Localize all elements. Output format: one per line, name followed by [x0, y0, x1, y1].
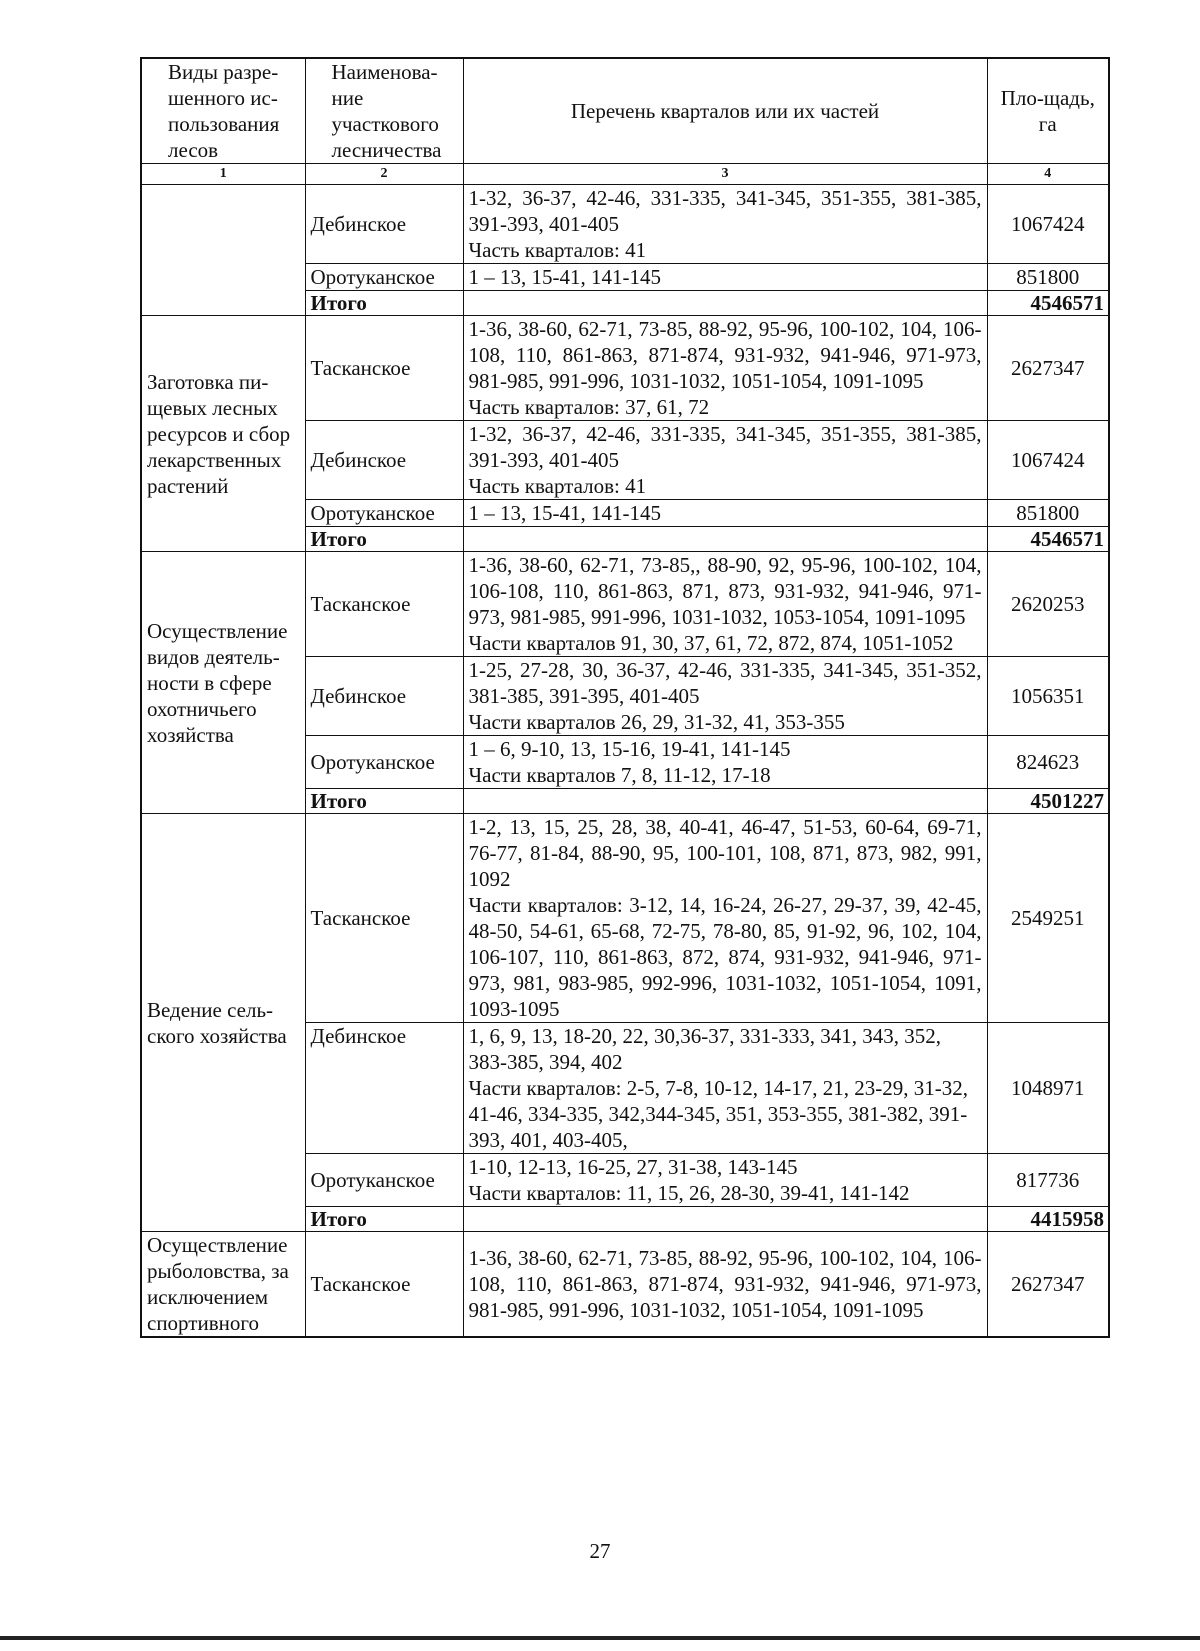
quarters-list: [463, 1023, 987, 1154]
total-label: Итого: [305, 789, 463, 814]
forestry-name: Тасканское: [305, 552, 463, 657]
area-value: 851800: [987, 500, 1109, 527]
header-use-type: Виды разре-шенного ис-пользования лесов: [141, 58, 305, 164]
bottom-scan-edge: [0, 1636, 1200, 1640]
forestry-name: Оротуканское: [305, 264, 463, 291]
forest-use-table: [140, 57, 1110, 1338]
header-forestry-name: Наименова-ние участкового лесничества: [305, 58, 463, 164]
quarters-line: Часть кварталов: 41: [468, 238, 647, 262]
forestry-name: Оротуканское: [305, 1154, 463, 1207]
quarters-list: [463, 814, 987, 1023]
quarters-line: 1-25, 27-28, 30, 36-37, 42-46, 331-335, 341-345, 351-352, 381-385, 391-395, 401-405: [468, 658, 982, 708]
quarters-list: [463, 316, 987, 421]
use-type-cell: [141, 185, 305, 316]
area-value: 2627347: [987, 316, 1109, 421]
quarters-list: [463, 500, 987, 527]
quarters-line: 1 – 13, 15-41, 141-145: [468, 501, 661, 525]
quarters-line: 1-36, 38-60, 62-71, 73-85, 88-92, 95-96, 100-102, 104, 106-108, 110, 861-863, 871-874, 931-932, 941-946, 971-973, 981-985, 991-996, 1031-1032, 1051-1054, 1091-1095: [468, 1246, 982, 1322]
total-empty: [463, 527, 987, 552]
quarters-line: 1 – 6, 9-10, 13, 15-16, 19-41, 141-145: [468, 737, 791, 761]
header-area: Пло-щадь, га: [987, 58, 1109, 164]
area-value: 2620253: [987, 552, 1109, 657]
total-empty: [463, 789, 987, 814]
area-value: 1067424: [987, 185, 1109, 264]
quarters-line: Части кварталов 91, 30, 37, 61, 72, 872, 874, 1051-1052: [468, 631, 954, 655]
total-empty: [463, 1207, 987, 1232]
column-number-row: [141, 164, 1109, 185]
forestry-name: Дебинское: [305, 657, 463, 736]
area-value: 1067424: [987, 421, 1109, 500]
page-number: 27: [589, 1539, 611, 1563]
quarters-line: Части кварталов: 11, 15, 26, 28-30, 39-41, 141-142: [468, 1181, 910, 1205]
total-value: 4415958: [987, 1207, 1109, 1232]
quarters-line: 1, 6, 9, 13, 18-20, 22, 30,36-37, 331-333, 341, 343, 352, 383-385, 394, 402: [468, 1024, 941, 1074]
quarters-line: 1-36, 38-60, 62-71, 73-85,, 88-90, 92, 95-96, 100-102, 104, 106-108, 110, 861-863, 871, 873, 931-932, 941-946, 971-973, 981-985, 991-996, 1031-1032, 1053-1054, 1091-1095: [468, 553, 982, 629]
quarters-line: 1-36, 38-60, 62-71, 73-85, 88-92, 95-96, 100-102, 104, 106-108, 110, 861-863, 871-874, 931-932, 941-946, 971-973, 981-985, 991-996, 1031-1032, 1051-1054, 1091-1095: [468, 317, 982, 393]
column-number: 4: [987, 164, 1109, 185]
quarters-line: Часть кварталов: 37, 61, 72: [468, 395, 710, 419]
area-value: 1048971: [987, 1023, 1109, 1154]
forestry-name: Дебинское: [305, 1023, 463, 1154]
total-label: Итого: [305, 291, 463, 316]
quarters-line: 1-32, 36-37, 42-46, 331-335, 341-345, 351-355, 381-385, 391-393, 401-405: [468, 422, 982, 472]
use-type-cell: Заготовка пи-щевых лесных ресурсов и сбор лекарственных растений: [141, 316, 305, 552]
use-type-cell: Ведение сель-ского хозяйства: [141, 814, 305, 1232]
area-value: 2549251: [987, 814, 1109, 1023]
quarters-list: [463, 1232, 987, 1338]
use-type-cell: Осуществление рыболовства, за исключением спортивного: [141, 1232, 305, 1338]
use-type-cell: Осуществление видов деятель-ности в сфере охотничьего хозяйства: [141, 552, 305, 814]
quarters-line: Части кварталов 26, 29, 31-32, 41, 353-355: [468, 710, 845, 734]
area-value: 851800: [987, 264, 1109, 291]
forestry-name: Тасканское: [305, 814, 463, 1023]
table-row: [141, 185, 1109, 264]
total-value: 4501227: [987, 789, 1109, 814]
quarters-line: Части кварталов: 2-5, 7-8, 10-12, 14-17, 21, 23-29, 31-32, 41-46, 334-335, 342,344-345, 351, 353-355, 381-382, 391-393, 401, 403-405,: [468, 1076, 968, 1152]
table-row: [141, 552, 1109, 657]
area-value: 817736: [987, 1154, 1109, 1207]
quarters-line: 1-32, 36-37, 42-46, 331-335, 341-345, 351-355, 381-385, 391-393, 401-405: [468, 186, 982, 236]
total-empty: [463, 291, 987, 316]
total-label: Итого: [305, 527, 463, 552]
forestry-name: Тасканское: [305, 316, 463, 421]
quarters-line: Части кварталов 7, 8, 11-12, 17-18: [468, 763, 771, 787]
quarters-list: [463, 264, 987, 291]
column-number: 3: [463, 164, 987, 185]
quarters-list: [463, 552, 987, 657]
forestry-name: Оротуканское: [305, 500, 463, 527]
forestry-name: Дебинское: [305, 421, 463, 500]
total-label: Итого: [305, 1207, 463, 1232]
quarters-list: [463, 185, 987, 264]
area-value: 2627347: [987, 1232, 1109, 1338]
quarters-line: 1-10, 12-13, 16-25, 27, 31-38, 143-145: [468, 1155, 798, 1179]
area-value: 824623: [987, 736, 1109, 789]
table-row: [141, 1232, 1109, 1338]
column-number: 2: [305, 164, 463, 185]
quarters-list: [463, 657, 987, 736]
quarters-line: 1 – 13, 15-41, 141-145: [468, 265, 661, 289]
quarters-list: [463, 736, 987, 789]
table-header-row: [141, 58, 1109, 164]
table-row: [141, 316, 1109, 421]
quarters-line: Часть кварталов: 41: [468, 474, 647, 498]
quarters-list: [463, 421, 987, 500]
forestry-name: Дебинское: [305, 185, 463, 264]
forestry-name: Тасканское: [305, 1232, 463, 1338]
header-quarters-list: Перечень кварталов или их частей: [463, 58, 987, 164]
total-value: 4546571: [987, 291, 1109, 316]
area-value: 1056351: [987, 657, 1109, 736]
forestry-name: Оротуканское: [305, 736, 463, 789]
column-number: 1: [141, 164, 305, 185]
table-row: [141, 814, 1109, 1023]
quarters-list: [463, 1154, 987, 1207]
quarters-line: 1-2, 13, 15, 25, 28, 38, 40-41, 46-47, 51-53, 60-64, 69-71, 76-77, 81-84, 88-90, 95, 100-101, 108, 871, 873, 982, 991, 1092: [468, 815, 982, 891]
quarters-line: Части кварталов: 3-12, 14, 16-24, 26-27, 29-37, 39, 42-45, 48-50, 54-61, 65-68, 72-75, 78-80, 85, 91-92, 96, 102, 104, 106-107, 110, 861-863, 872, 874, 931-932, 941-946, 971-973, 981, 983-985, 992-996, 1031-1032, 1051-1054, 1091, 1093-1095: [468, 893, 982, 1021]
total-value: 4546571: [987, 527, 1109, 552]
